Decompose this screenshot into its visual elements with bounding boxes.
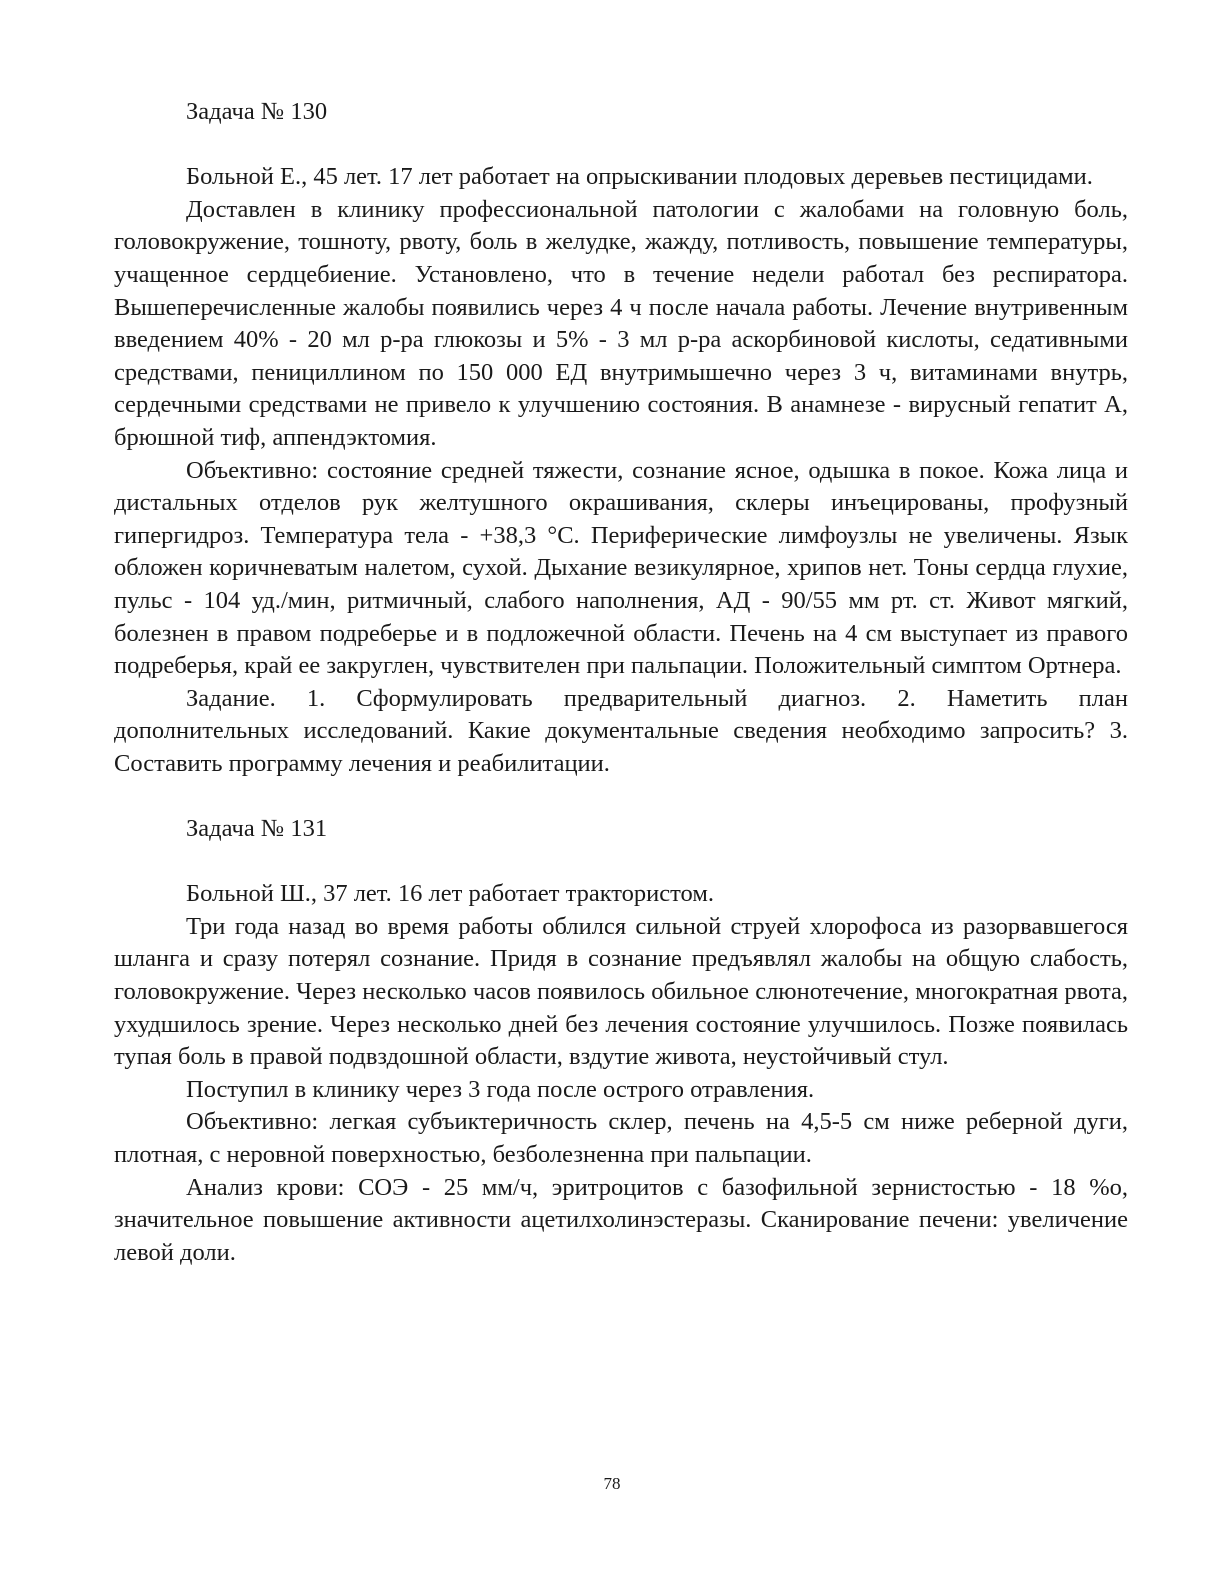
task-131-objective: Объективно: легкая субъиктеричность склер, печень на 4,5-5 см ниже реберной дуги, плотная, с неровной поверхностью, безболезненна при пальпации.: [114, 1108, 1128, 1168]
page-number: 78: [603, 1474, 621, 1493]
spacer: [114, 780, 1128, 813]
task-130-assignment: Задание. 1. Сформулировать предварительный диагноз. 2. Наметить план дополнительных исследований. Какие документальные сведения необходимо запросить? 3. Составить программу лечения и реабилитации.: [114, 684, 1128, 777]
task-131-title: Задача № 131: [186, 815, 328, 843]
spacer: [114, 846, 1128, 879]
task-131-blood-analysis: Анализ крови: СОЭ - 25 мм/ч, эритроцитов с базофильной зернистостью - 18 %o, значительное повышение активности ацетилхолинэстеразы. Сканирование печени: увеличение левой доли.: [114, 1173, 1128, 1266]
task-131-admission: Поступил в клинику через 3 года после острого отравления.: [186, 1075, 815, 1103]
task-130-title: Задача № 130: [186, 98, 328, 125]
page-content: [114, 96, 1128, 1269]
task-131-history: Три года назад во время работы облился сильной струей хлорофоса из разорвавшегося шланга и сразу потерял сознание. Придя в сознание предъявлял жалобы на общую слабость, головокружение. Через несколько часов появилось обильное слюнотечение, многократная рвота, ухудшилось зрение. Через несколько дней без лечения состояние улучшилось. Позже появилась тупая боль в правой подвздошной области, вздутие живота, неустойчивый стул.: [114, 912, 1128, 1071]
task-130-history: Доставлен в клинику профессиональной патологии с жалобами на головную боль, головокружение, тошноту, рвоту, боль в желудке, жажду, потливость, повышение температуры, учащенное сердцебиение. Установлено, что в течение недели работал без респиратора. Вышеперечисленные жалобы появились через 4 ч после начала работы. Лечение внутривенным введением 40% - 20 мл р-ра глюкозы и 5% - 3 мл р-ра аскорбиновой кислоты, седативными средствами, пенициллином по 150 000 ЕД внутримышечно через 3 ч, витаминами внутрь, сердечными средствами не привело к улучшению состояния. В анамнезе - вирусный гепатит А, брюшной тиф, аппендэктомия.: [114, 195, 1128, 451]
spacer: [114, 129, 1128, 162]
task-131-patient: Больной Ш., 37 лет. 16 лет работает трактористом.: [186, 880, 714, 908]
task-130-patient: Больной Е., 45 лет. 17 лет работает на опрыскивании плодовых деревьев пестицидами.: [186, 163, 1093, 191]
task-130-objective: Объективно: состояние средней тяжести, сознание ясное, одышка в покое. Кожа лица и дистальных отделов рук желтушного окрашивания, склеры инъецированы, профузный гипергидроз. Температура тела - +38,3 °С. Периферические лимфоузлы не увеличены. Язык обложен коричневатым налетом, сухой. Дыхание везикулярное, хрипов нет. Тоны сердца глухие, пульс - 104 уд./мин, ритмичный, слабого наполнения, АД - 90/55 мм рт. ст. Живот мягкий, болезнен в правом подреберье и в подложечной области. Печень на 4 см выступает из правого подреберья, край ее закруглен, чувствителен при пальпации. Положительный симптом Ортнера.: [114, 456, 1128, 680]
